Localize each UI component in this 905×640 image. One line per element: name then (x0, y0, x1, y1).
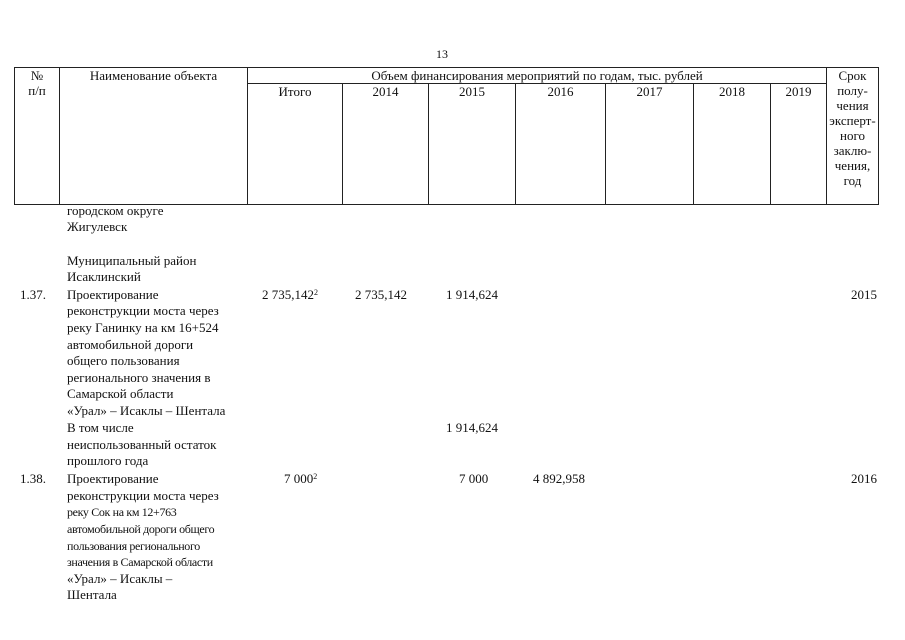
row-name-line: «Урал» – Исаклы – Шентала (67, 403, 226, 418)
deadline-line: чения, (834, 158, 871, 173)
deadline-line: чения (836, 98, 869, 113)
deadline-line: полу- (837, 83, 868, 98)
y2015-value: 1 914,624 (446, 420, 498, 435)
total-cell (284, 471, 317, 488)
deadline-value: 2016 (851, 471, 877, 486)
header-volume-label: Объем финансирования мероприятий по годам, тыс. рублей (371, 68, 703, 83)
row-name-line: Проектирование (67, 471, 159, 486)
row-name-line: прошлого года (67, 453, 149, 468)
header-year-label: 2017 (636, 84, 663, 99)
header-year-label: 2015 (459, 84, 485, 99)
row-name-line: регионального значения в (67, 370, 211, 385)
row-number: 1.38. (20, 471, 46, 486)
page-number: 13 (436, 47, 448, 61)
row-name-line: «Урал» – Исаклы – (67, 571, 173, 586)
row-name-line: В том числе (67, 420, 134, 435)
row-name-line: Жигулевск (67, 219, 128, 234)
row-name-line: Самарской области (67, 386, 174, 401)
total-value: 7 000 (284, 471, 314, 486)
deadline-line: Срок (838, 68, 867, 83)
row-name-line: реку Сок на км 12+763 (67, 505, 177, 519)
district-name-line: Муниципальный район (67, 253, 197, 268)
deadline-line: год (843, 173, 862, 188)
header-year-label: 2018 (719, 84, 745, 99)
total-cell (262, 287, 318, 304)
header-total-label: Итого (278, 84, 312, 99)
row-name-line: неиспользованный остаток (67, 437, 217, 452)
row-name-line: городском округе (67, 203, 164, 218)
row-name-line: реку Ганинку на км 16+524 (67, 320, 219, 335)
header-year-label: 2016 (547, 84, 574, 99)
row-name-line: общего пользования (67, 353, 180, 368)
total-value: 2 735,142 (262, 287, 314, 302)
deadline-line: эксперт- (829, 113, 876, 128)
row-name-line: реконструкции моста через (67, 303, 219, 318)
deadline-value: 2015 (851, 287, 877, 302)
header-year-label: 2014 (372, 84, 399, 99)
y2015-value: 1 914,624 (446, 287, 498, 302)
row-name-line: пользования регионального (67, 539, 200, 553)
row-name-line: значения в Самарской области (67, 555, 213, 569)
header-num-label: № п/п (28, 68, 46, 98)
row-name-line: Проектирование (67, 287, 159, 302)
district-name-line: Исаклинский (67, 269, 141, 284)
deadline-line: заклю- (833, 143, 872, 158)
row-name-line: автомобильной дороги общего (67, 522, 215, 536)
row-name-line: реконструкции моста через (67, 488, 219, 503)
row-number: 1.37. (20, 287, 46, 302)
footnote-mark: 2 (314, 288, 318, 297)
deadline-line: ного (840, 128, 865, 143)
row-name-line: автомобильной дороги (67, 337, 194, 352)
header-year-label: 2019 (785, 84, 812, 99)
header-name-label: Наименование объекта (89, 68, 218, 83)
footnote-mark: 2 (313, 472, 318, 481)
row-name-line: Шентала (67, 587, 117, 602)
y2014-value: 2 735,142 (355, 287, 407, 302)
y2015-value: 7 000 (459, 471, 489, 486)
y2016-value: 4 892,958 (533, 471, 585, 486)
